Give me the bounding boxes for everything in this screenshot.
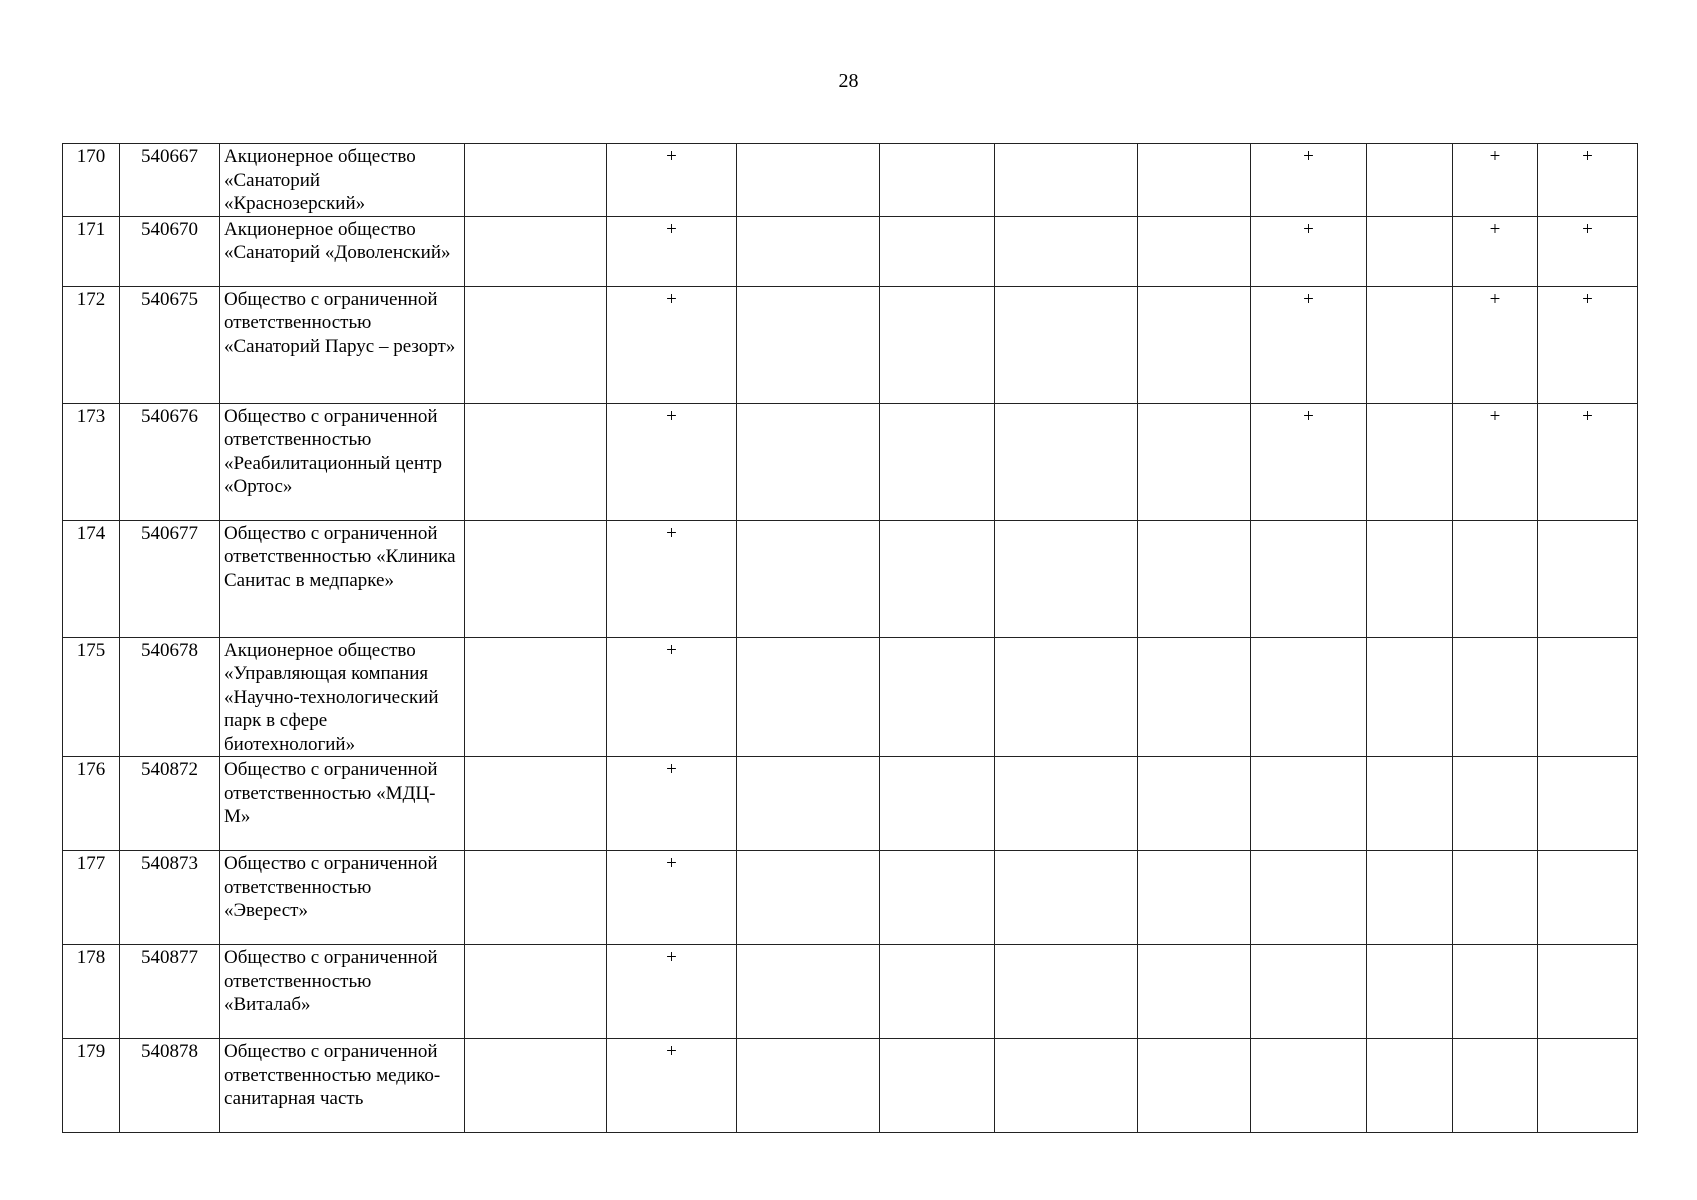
mark-cell	[880, 757, 995, 851]
mark-cell: +	[1538, 144, 1638, 217]
mark-cell	[995, 637, 1138, 757]
mark-cell: +	[607, 851, 737, 945]
mark-cell: +	[1538, 403, 1638, 520]
organization-code: 540677	[120, 520, 220, 637]
mark-cell	[1367, 216, 1453, 286]
table-row	[63, 637, 1638, 757]
organization-code: 540670	[120, 216, 220, 286]
mark-cell: +	[1538, 286, 1638, 403]
table-body	[63, 144, 1638, 1133]
mark-cell	[1453, 1039, 1538, 1133]
mark-cell	[737, 757, 880, 851]
mark-cell: +	[607, 286, 737, 403]
mark-cell: +	[607, 945, 737, 1039]
organization-name: Общество с ограниченной ответственностью «Виталаб»	[220, 945, 465, 1039]
mark-cell	[1251, 945, 1367, 1039]
organization-code: 540678	[120, 637, 220, 757]
mark-cell	[1538, 851, 1638, 945]
organization-name: Общество с ограниченной ответственностью «Санаторий Парус – резорт»	[220, 286, 465, 403]
mark-cell	[1138, 403, 1251, 520]
mark-cell	[995, 520, 1138, 637]
mark-cell	[880, 286, 995, 403]
mark-cell	[995, 403, 1138, 520]
mark-cell	[1453, 851, 1538, 945]
mark-cell	[1251, 520, 1367, 637]
organization-name: Акционерное общество «Управляющая компания «Научно-технологический парк в сфере биотехнологий»	[220, 637, 465, 757]
mark-cell	[1138, 216, 1251, 286]
mark-cell	[1251, 1039, 1367, 1133]
mark-cell	[1138, 286, 1251, 403]
mark-cell	[1367, 637, 1453, 757]
mark-cell	[1367, 286, 1453, 403]
mark-cell	[737, 851, 880, 945]
mark-cell	[465, 144, 607, 217]
mark-cell	[737, 945, 880, 1039]
registry-table	[62, 143, 1638, 1133]
mark-cell	[995, 286, 1138, 403]
row-number: 176	[63, 757, 120, 851]
organization-name: Общество с ограниченной ответственностью «МДЦ-М»	[220, 757, 465, 851]
mark-cell	[880, 945, 995, 1039]
mark-cell	[1453, 637, 1538, 757]
mark-cell	[995, 757, 1138, 851]
mark-cell	[1453, 520, 1538, 637]
mark-cell	[1367, 757, 1453, 851]
mark-cell	[1538, 757, 1638, 851]
mark-cell: +	[1251, 403, 1367, 520]
organization-code: 540676	[120, 403, 220, 520]
mark-cell	[995, 851, 1138, 945]
mark-cell: +	[1251, 144, 1367, 217]
mark-cell: +	[1453, 144, 1538, 217]
mark-cell: +	[1538, 216, 1638, 286]
mark-cell: +	[607, 216, 737, 286]
mark-cell: +	[607, 144, 737, 217]
mark-cell	[1251, 851, 1367, 945]
mark-cell	[737, 637, 880, 757]
organization-code: 540873	[120, 851, 220, 945]
organization-code: 540878	[120, 1039, 220, 1133]
mark-cell	[995, 216, 1138, 286]
mark-cell	[880, 1039, 995, 1133]
mark-cell	[880, 520, 995, 637]
mark-cell	[465, 216, 607, 286]
mark-cell	[880, 144, 995, 217]
mark-cell: +	[607, 403, 737, 520]
mark-cell	[1138, 757, 1251, 851]
organization-name: Общество с ограниченной ответственностью «Эверест»	[220, 851, 465, 945]
row-number: 174	[63, 520, 120, 637]
mark-cell	[1367, 403, 1453, 520]
mark-cell	[465, 851, 607, 945]
mark-cell	[1453, 945, 1538, 1039]
mark-cell	[1367, 1039, 1453, 1133]
table-row	[63, 945, 1638, 1039]
mark-cell	[1367, 945, 1453, 1039]
table-row	[63, 851, 1638, 945]
mark-cell: +	[1251, 216, 1367, 286]
mark-cell	[1138, 520, 1251, 637]
mark-cell	[465, 757, 607, 851]
table-row	[63, 757, 1638, 851]
mark-cell	[737, 520, 880, 637]
mark-cell	[465, 637, 607, 757]
mark-cell	[880, 216, 995, 286]
mark-cell: +	[607, 1039, 737, 1133]
mark-cell	[1138, 851, 1251, 945]
mark-cell	[1538, 945, 1638, 1039]
mark-cell: +	[607, 757, 737, 851]
row-number: 172	[63, 286, 120, 403]
table-row	[63, 1039, 1638, 1133]
organization-name: Общество с ограниченной ответственностью медико-санитарная часть	[220, 1039, 465, 1133]
row-number: 178	[63, 945, 120, 1039]
mark-cell	[465, 945, 607, 1039]
mark-cell	[1367, 520, 1453, 637]
organization-code: 540675	[120, 286, 220, 403]
mark-cell	[1453, 757, 1538, 851]
mark-cell: +	[607, 520, 737, 637]
page-number: 28	[838, 70, 859, 92]
mark-cell	[737, 216, 880, 286]
table-row	[63, 403, 1638, 520]
mark-cell	[995, 1039, 1138, 1133]
organization-name: Общество с ограниченной ответственностью «Реабилитационный центр «Ортос»	[220, 403, 465, 520]
organization-name: Общество с ограниченной ответственностью «Клиника Санитас в медпарке»	[220, 520, 465, 637]
mark-cell	[1251, 637, 1367, 757]
organization-name: Акционерное общество «Санаторий «Доволенский»	[220, 216, 465, 286]
mark-cell	[1251, 757, 1367, 851]
mark-cell	[1138, 144, 1251, 217]
organization-name: Акционерное общество «Санаторий «Краснозерский»	[220, 144, 465, 217]
mark-cell	[465, 403, 607, 520]
table-row	[63, 520, 1638, 637]
row-number: 179	[63, 1039, 120, 1133]
table-row	[63, 286, 1638, 403]
organization-code: 540877	[120, 945, 220, 1039]
mark-cell	[465, 1039, 607, 1133]
mark-cell	[465, 520, 607, 637]
organization-code: 540667	[120, 144, 220, 217]
mark-cell: +	[1251, 286, 1367, 403]
mark-cell: +	[607, 637, 737, 757]
mark-cell	[880, 851, 995, 945]
row-number: 173	[63, 403, 120, 520]
row-number: 175	[63, 637, 120, 757]
mark-cell: +	[1453, 286, 1538, 403]
mark-cell	[1538, 637, 1638, 757]
mark-cell	[1538, 520, 1638, 637]
mark-cell: +	[1453, 403, 1538, 520]
mark-cell	[737, 144, 880, 217]
mark-cell	[737, 1039, 880, 1133]
organization-code: 540872	[120, 757, 220, 851]
row-number: 177	[63, 851, 120, 945]
mark-cell: +	[1453, 216, 1538, 286]
mark-cell	[1367, 851, 1453, 945]
mark-cell	[880, 637, 995, 757]
mark-cell	[737, 286, 880, 403]
table-row	[63, 144, 1638, 217]
mark-cell	[1367, 144, 1453, 217]
mark-cell	[1138, 1039, 1251, 1133]
mark-cell	[995, 144, 1138, 217]
table-row	[63, 216, 1638, 286]
mark-cell	[737, 403, 880, 520]
mark-cell	[465, 286, 607, 403]
mark-cell	[1138, 945, 1251, 1039]
row-number: 171	[63, 216, 120, 286]
mark-cell	[995, 945, 1138, 1039]
mark-cell	[1138, 637, 1251, 757]
mark-cell	[880, 403, 995, 520]
row-number: 170	[63, 144, 120, 217]
mark-cell	[1538, 1039, 1638, 1133]
